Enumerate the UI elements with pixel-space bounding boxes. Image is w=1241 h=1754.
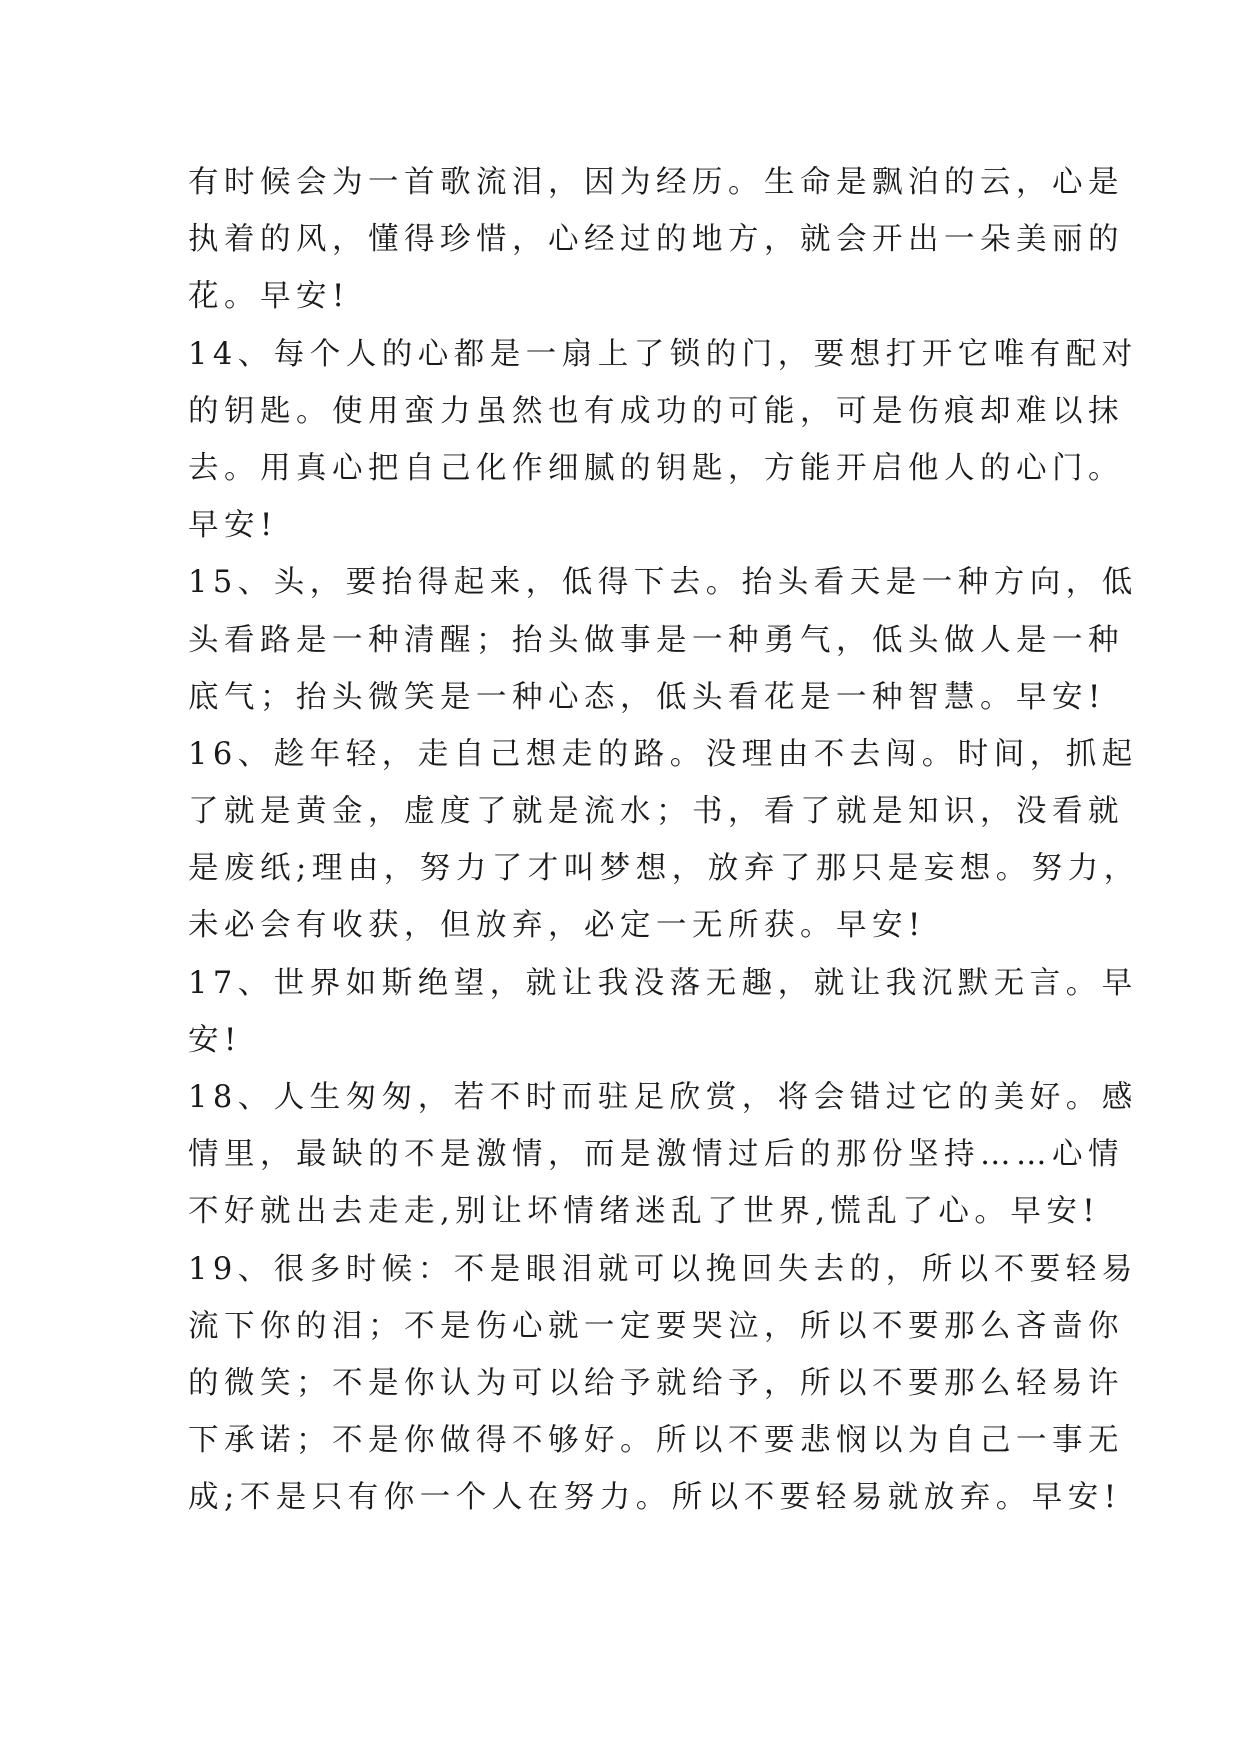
text-line: 17、世界如斯绝望，就让我没落无趣，就让我沉默无言。早 bbox=[188, 965, 1138, 1001]
text-line: 成;不是只有你一个人在努力。所以不要轻易就放弃。早安! bbox=[188, 1480, 1122, 1516]
text-line: 14、每个人的心都是一扇上了锁的门，要想打开它唯有配对 bbox=[188, 336, 1138, 372]
text-line: 16、趁年轻，走自己想走的路。没理由不去闯。时间，抓起 bbox=[188, 736, 1138, 772]
text-line: 18、人生匆匆，若不时而驻足欣赏，将会错过它的美好。感 bbox=[188, 1080, 1138, 1115]
text-line: 安! bbox=[188, 1022, 242, 1058]
text-line: 的钥匙。使用蛮力虽然也有成功的可能，可是伤痕却难以抹 bbox=[188, 393, 1124, 429]
text-line: 去。用真心把自己化作细腻的钥匙，方能开启他人的心门。 bbox=[188, 450, 1124, 486]
text-line: 流下你的泪；不是伤心就一定要哭泣，所以不要那么吝啬你 bbox=[188, 1308, 1124, 1344]
text-line: 未必会有收获，但放弃，必定一无所获。早安! bbox=[188, 908, 926, 944]
text-line: 的微笑；不是你认为可以给予就给予，所以不要那么轻易许 bbox=[188, 1365, 1124, 1401]
text-line: 情里，最缺的不是激情，而是激情过后的那份坚持……心情 bbox=[188, 1137, 1124, 1173]
text-line: 有时候会为一首歌流泪，因为经历。生命是飘泊的云，心是 bbox=[188, 165, 1124, 200]
document-body bbox=[188, 154, 1140, 1527]
text-line: 是废纸;理由，努力了才叫梦想，放弃了那只是妄想。努力， bbox=[188, 851, 1140, 887]
text-line: 底气；抬头微笑是一种心态，低头看花是一种智慧。早安! bbox=[188, 679, 1106, 715]
text-line: 不好就出去走走,别让坏情绪迷乱了世界,慌乱了心。早安! bbox=[188, 1194, 1101, 1230]
text-line: 19、很多时候：不是眼泪就可以挽回失去的，所以不要轻易 bbox=[188, 1251, 1138, 1287]
text-line: 15、头，要抬得起来，低得下去。抬头看天是一种方向，低 bbox=[188, 565, 1138, 601]
text-line: 花。早安! bbox=[188, 279, 350, 315]
text-line: 下承诺；不是你做得不够好。所以不要悲悯以为自己一事无 bbox=[188, 1423, 1124, 1459]
text-line: 早安! bbox=[188, 508, 278, 544]
text-line: 执着的风，懂得珍惜，心经过的地方，就会开出一朵美丽的 bbox=[188, 222, 1124, 258]
text-line: 头看路是一种清醒；抬头做事是一种勇气，低头做人是一种 bbox=[188, 622, 1124, 658]
text-line: 了就是黄金，虚度了就是流水；书，看了就是知识，没看就 bbox=[188, 794, 1124, 830]
